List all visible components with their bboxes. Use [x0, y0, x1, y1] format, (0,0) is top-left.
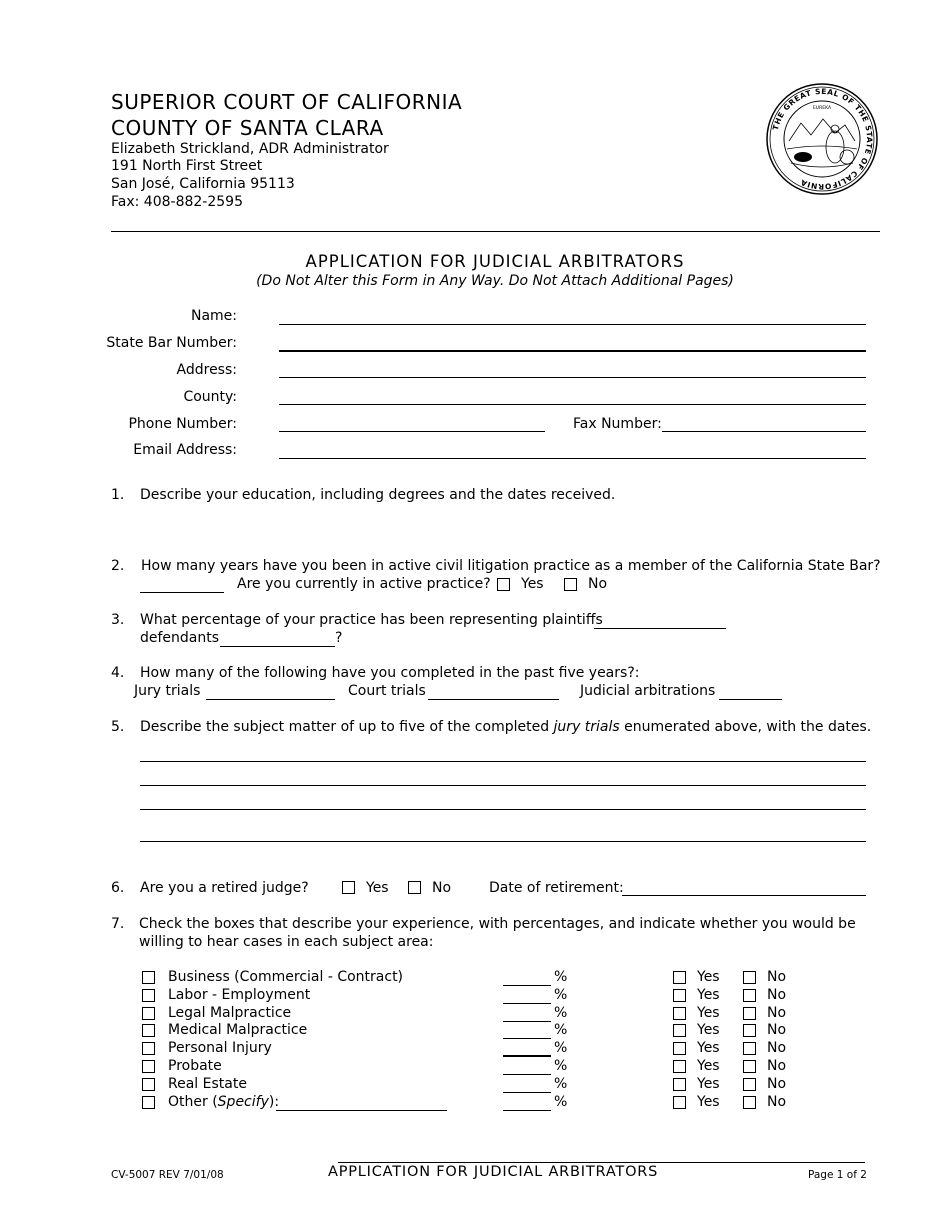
- yes-label: Yes: [697, 1058, 720, 1074]
- q7-line2: willing to hear cases in each subject area:: [139, 934, 434, 950]
- phone-label: Phone Number:: [128, 416, 237, 432]
- q3-defendants-field[interactable]: [220, 646, 335, 647]
- q1-number: 1.: [111, 487, 125, 503]
- no-label: No: [767, 1040, 787, 1056]
- yes-label: Yes: [697, 987, 720, 1003]
- q6-text: Are you a retired judge?: [140, 880, 309, 896]
- county-label: County:: [183, 389, 237, 405]
- fax-number: Fax: 408-882-2595: [111, 194, 243, 210]
- subject-label: Real Estate: [168, 1076, 247, 1092]
- percent-sign: %: [554, 1076, 568, 1092]
- percent-field[interactable]: [503, 1055, 551, 1057]
- q4-judicial-label: Judicial arbitrations: [580, 683, 716, 699]
- percent-sign: %: [554, 1094, 568, 1110]
- no-checkbox[interactable]: [743, 989, 756, 1002]
- q3-question-mark: ?: [335, 630, 343, 646]
- street-address: 191 North First Street: [111, 158, 263, 174]
- svg-text:THE GREAT SEAL OF THE STATE OF: [771, 87, 874, 191]
- q5-answer-line[interactable]: [140, 809, 866, 810]
- subject-checkbox[interactable]: [142, 1007, 155, 1020]
- q2-yes-checkbox[interactable]: [497, 578, 510, 591]
- no-label: No: [767, 1094, 787, 1110]
- percent-field[interactable]: [503, 985, 551, 986]
- form-title: APPLICATION FOR JUDICIAL ARBITRATORS: [305, 252, 685, 271]
- q2-followup: Are you currently in active practice?: [237, 576, 491, 592]
- no-checkbox[interactable]: [743, 1042, 756, 1055]
- percent-sign: %: [554, 1040, 568, 1056]
- subject-checkbox[interactable]: [142, 1042, 155, 1055]
- percent-field[interactable]: [503, 1038, 551, 1039]
- yes-checkbox[interactable]: [673, 1042, 686, 1055]
- no-label: No: [767, 1022, 787, 1038]
- subject-label: Legal Malpractice: [168, 1005, 292, 1021]
- header-divider: [111, 231, 880, 232]
- q4-jury-label: Jury trials: [134, 683, 201, 699]
- q4-court-field[interactable]: [428, 699, 559, 700]
- q5-answer-line[interactable]: [140, 761, 866, 762]
- address-label: Address:: [176, 362, 237, 378]
- q2-number: 2.: [111, 558, 125, 574]
- fax-field[interactable]: [662, 431, 866, 432]
- no-checkbox[interactable]: [743, 1007, 756, 1020]
- other-label: [168, 1094, 279, 1110]
- percent-sign: %: [554, 1058, 568, 1074]
- q5-text-em: jury trials: [553, 719, 620, 735]
- q2-no-checkbox[interactable]: [564, 578, 577, 591]
- court-name: SUPERIOR COURT OF CALIFORNIA: [111, 90, 463, 114]
- yes-checkbox[interactable]: [673, 1078, 686, 1091]
- address-field[interactable]: [279, 377, 866, 378]
- no-label: No: [767, 1076, 787, 1092]
- no-label: No: [767, 1005, 787, 1021]
- yes-label: Yes: [697, 1094, 720, 1110]
- county-field[interactable]: [279, 404, 866, 405]
- no-checkbox[interactable]: [743, 971, 756, 984]
- q6-no-checkbox[interactable]: [408, 881, 421, 894]
- subject-label: Labor - Employment: [168, 987, 311, 1003]
- q2-text: How many years have you been in active civil litigation practice as a member of the California State Bar?: [141, 558, 881, 574]
- no-checkbox[interactable]: [743, 1078, 756, 1091]
- subject-checkbox[interactable]: [142, 989, 155, 1002]
- other-pre: Other (: [168, 1094, 218, 1110]
- yes-label: Yes: [697, 1022, 720, 1038]
- subject-label: Probate: [168, 1058, 222, 1074]
- q5-text-post: enumerated above, with the dates.: [619, 719, 872, 735]
- q5-answer-line[interactable]: [140, 841, 866, 842]
- no-label: No: [767, 1058, 787, 1074]
- percent-field[interactable]: [503, 1021, 551, 1022]
- q4-number: 4.: [111, 665, 125, 681]
- yes-checkbox[interactable]: [673, 971, 686, 984]
- footer-divider: [338, 1162, 865, 1163]
- city-address: San José, California 95113: [111, 176, 295, 192]
- q3-text: What percentage of your practice has been representing plaintiffs: [140, 612, 603, 628]
- q6-yes-checkbox[interactable]: [342, 881, 355, 894]
- other-em: Specify: [217, 1094, 269, 1110]
- other-specify-field[interactable]: [276, 1110, 447, 1111]
- q3-defendants-label: defendants: [140, 630, 220, 646]
- q5-text-pre: Describe the subject matter of up to five of the completed: [140, 719, 554, 735]
- email-field[interactable]: [279, 458, 866, 459]
- q7-line1: Check the boxes that describe your experience, with percentages, and indicate whether you would be: [139, 916, 856, 932]
- q7-number: 7.: [111, 916, 125, 932]
- subject-label: Business (Commercial - Contract): [168, 969, 404, 985]
- california-seal: [765, 83, 879, 195]
- email-label: Email Address:: [133, 442, 237, 458]
- no-checkbox[interactable]: [743, 1060, 756, 1073]
- q4-text: How many of the following have you completed in the past five years?:: [140, 665, 640, 681]
- q6-date-field[interactable]: [622, 895, 866, 896]
- subject-checkbox[interactable]: [142, 1024, 155, 1037]
- q4-jury-field[interactable]: [206, 699, 335, 700]
- percent-field[interactable]: [503, 1003, 551, 1004]
- q5-text: [140, 719, 871, 735]
- yes-checkbox[interactable]: [673, 989, 686, 1002]
- no-label: No: [767, 987, 787, 1003]
- q2-years-field[interactable]: [140, 592, 224, 593]
- q5-answer-line[interactable]: [140, 785, 866, 786]
- subject-checkbox[interactable]: [142, 1078, 155, 1091]
- yes-label: Yes: [697, 969, 720, 985]
- administrator: Elizabeth Strickland, ADR Administrator: [111, 141, 389, 157]
- subject-checkbox[interactable]: [142, 1096, 155, 1109]
- q3-number: 3.: [111, 612, 125, 628]
- yes-label: Yes: [697, 1005, 720, 1021]
- yes-label: Yes: [697, 1076, 720, 1092]
- subject-label: Personal Injury: [168, 1040, 272, 1056]
- form-id: CV-5007 REV 7/01/08: [111, 1169, 224, 1181]
- seal-motto: EUREKA: [812, 106, 832, 111]
- other-post: ):: [268, 1094, 280, 1110]
- subject-checkbox[interactable]: [142, 971, 155, 984]
- q4-judicial-field[interactable]: [719, 699, 782, 700]
- bar-number-field[interactable]: [279, 350, 866, 352]
- q5-number: 5.: [111, 719, 125, 735]
- yes-checkbox[interactable]: [673, 1024, 686, 1037]
- percent-sign: %: [554, 1022, 568, 1038]
- page-number: Page 1 of 2: [808, 1169, 867, 1181]
- percent-field[interactable]: [503, 1074, 551, 1075]
- yes-checkbox[interactable]: [673, 1060, 686, 1073]
- no-label: No: [767, 969, 787, 985]
- q1-text: Describe your education, including degrees and the dates received.: [140, 487, 616, 503]
- q6-no-label: No: [432, 880, 452, 896]
- no-checkbox[interactable]: [743, 1024, 756, 1037]
- percent-field[interactable]: [503, 1110, 551, 1111]
- q6-number: 6.: [111, 880, 125, 896]
- q6-date-label: Date of retirement:: [489, 880, 624, 896]
- yes-checkbox[interactable]: [673, 1007, 686, 1020]
- name-label: Name:: [190, 308, 237, 324]
- percent-field[interactable]: [503, 1092, 551, 1093]
- q6-yes-label: Yes: [366, 880, 389, 896]
- q2-yes-label: Yes: [521, 576, 544, 592]
- name-field[interactable]: [279, 324, 866, 325]
- percent-sign: %: [554, 987, 568, 1003]
- bar-number-label: State Bar Number:: [106, 335, 237, 351]
- seal-ring-text: THE GREAT SEAL OF THE STATE OF CALIFORNIA: [770, 86, 875, 192]
- no-checkbox[interactable]: [743, 1096, 756, 1109]
- percent-sign: %: [554, 969, 568, 985]
- percent-sign: %: [554, 1005, 568, 1021]
- q4-court-label: Court trials: [348, 683, 426, 699]
- q3-plaintiffs-field[interactable]: [594, 628, 726, 629]
- county-name: COUNTY OF SANTA CLARA: [111, 116, 384, 140]
- fax-label: Fax Number:: [573, 416, 662, 432]
- q2-no-label: No: [588, 576, 608, 592]
- footer-title: APPLICATION FOR JUDICIAL ARBITRATORS: [328, 1164, 659, 1180]
- yes-checkbox[interactable]: [673, 1096, 686, 1109]
- subject-checkbox[interactable]: [142, 1060, 155, 1073]
- phone-field[interactable]: [279, 431, 545, 432]
- form-subtitle: (Do Not Alter this Form in Any Way. Do Not Attach Additional Pages): [256, 273, 734, 289]
- yes-label: Yes: [697, 1040, 720, 1056]
- subject-label: Medical Malpractice: [168, 1022, 308, 1038]
